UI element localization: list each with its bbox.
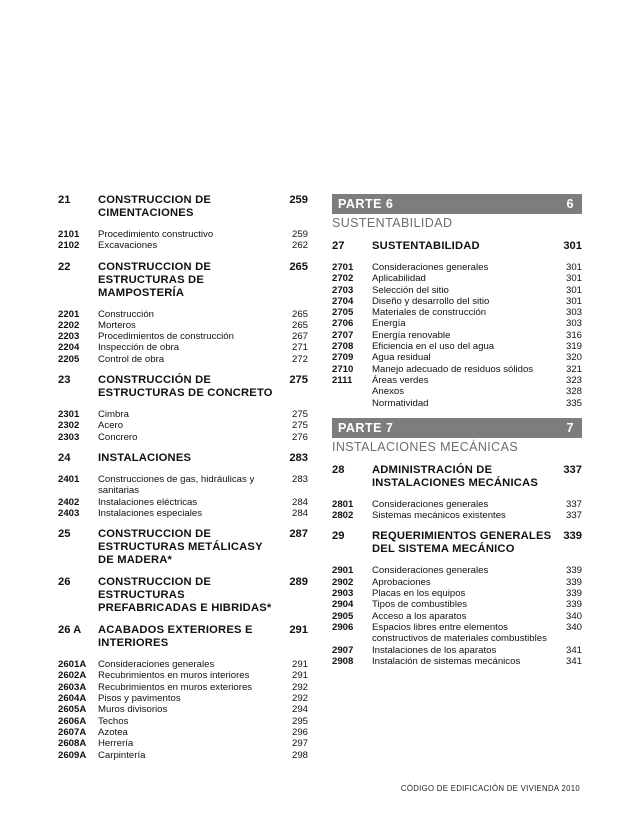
entry-number: 2204 bbox=[58, 342, 80, 354]
entry-number: 2609A bbox=[58, 749, 87, 761]
entry-number: 2604A bbox=[58, 693, 87, 705]
entry-number: 2704 bbox=[332, 295, 354, 307]
entry-number: 2710 bbox=[332, 363, 354, 375]
section-items bbox=[58, 309, 308, 365]
section-title: INSTALACIONES bbox=[98, 451, 192, 464]
entry-label: Azotea bbox=[98, 726, 128, 738]
section-heading bbox=[58, 374, 308, 400]
entry-label: Carpintería bbox=[98, 749, 146, 761]
entry-page: 294 bbox=[291, 704, 308, 716]
entry-label: Techos bbox=[98, 715, 129, 727]
entry-label: Agua residual bbox=[372, 352, 431, 364]
entry-label: Espacios libres entre elementos constructivos de materiales combustibles bbox=[372, 621, 547, 645]
part-6-number: 6 bbox=[566, 197, 574, 211]
entry-page: 284 bbox=[291, 507, 308, 519]
toc-entry bbox=[332, 273, 582, 284]
section-title: CONSTRUCCION DE ESTRUCTURAS METÁLICASY DE MADERA* bbox=[98, 528, 263, 567]
section-number: 25 bbox=[58, 528, 71, 541]
left-column bbox=[58, 194, 308, 770]
toc-entry bbox=[332, 611, 582, 622]
toc-entry bbox=[58, 229, 308, 240]
entry-number: 2907 bbox=[332, 644, 354, 656]
toc-entry bbox=[58, 240, 308, 251]
entry-page: 319 bbox=[565, 341, 582, 353]
entry-label: Recubrimientos en muros interiores bbox=[98, 670, 250, 682]
entry-number: 2708 bbox=[332, 341, 354, 353]
entry-number: 2202 bbox=[58, 319, 80, 331]
toc-entry bbox=[58, 693, 308, 704]
entry-page: 340 bbox=[565, 610, 582, 622]
entry-label: Selección del sitio bbox=[372, 284, 449, 296]
entry-label: Energía bbox=[372, 318, 406, 330]
entry-label: Muros divisorios bbox=[98, 704, 168, 716]
section-title: CONSTRUCCIÓN DE ESTRUCTURAS DE CONCRETO bbox=[98, 374, 273, 400]
entry-page: 301 bbox=[565, 273, 582, 285]
entry-number: 2608A bbox=[58, 738, 87, 750]
entry-label: Control de obra bbox=[98, 353, 165, 365]
part-7-label: PARTE 7 bbox=[338, 420, 394, 435]
toc-entry bbox=[332, 341, 582, 352]
section-page: 339 bbox=[563, 530, 582, 543]
section-heading bbox=[58, 528, 308, 567]
entry-number: 2906 bbox=[332, 621, 354, 633]
entry-number: 2701 bbox=[332, 262, 354, 273]
entry-page: 291 bbox=[291, 659, 308, 671]
entry-page: 272 bbox=[291, 353, 308, 365]
entry-label: Energía renovable bbox=[372, 329, 451, 341]
entry-number: 2606A bbox=[58, 715, 87, 727]
section-21 bbox=[58, 194, 308, 252]
part-7-subtitle: INSTALACIONES MECÁNICAS bbox=[332, 439, 519, 454]
entry-page: 337 bbox=[565, 498, 582, 510]
entry-label: Inspección de obra bbox=[98, 342, 180, 354]
entry-page: 321 bbox=[565, 363, 582, 375]
section-number: 29 bbox=[332, 530, 345, 543]
section-items bbox=[332, 262, 582, 409]
section-heading bbox=[58, 624, 308, 650]
section-items bbox=[58, 229, 308, 252]
entry-label: Áreas verdes bbox=[372, 374, 429, 386]
section-heading bbox=[332, 530, 582, 556]
toc-entry bbox=[58, 727, 308, 738]
entry-page: 316 bbox=[565, 329, 582, 341]
entry-number bbox=[332, 398, 372, 409]
toc-entry bbox=[58, 682, 308, 693]
entry-page: 276 bbox=[291, 431, 308, 443]
entry-page: 320 bbox=[565, 352, 582, 364]
entry-label: Instalaciones especiales bbox=[98, 507, 202, 519]
section-page: 289 bbox=[289, 576, 308, 589]
entry-number: 2201 bbox=[58, 308, 80, 320]
section-number: 21 bbox=[58, 194, 71, 206]
entry-label: Tipos de combustibles bbox=[372, 599, 468, 611]
entry-label: Construcción bbox=[98, 308, 154, 320]
toc-entry bbox=[58, 331, 308, 342]
section-heading bbox=[58, 452, 308, 465]
section-items bbox=[332, 565, 582, 667]
entry-page: 339 bbox=[565, 599, 582, 611]
entry-label: Pisos y pavimentos bbox=[98, 693, 181, 705]
toc-entry bbox=[332, 588, 582, 599]
entry-label: Aprobaciones bbox=[372, 576, 431, 588]
section-title: REQUERIMIENTOS GENERALES DEL SISTEMA MECÁNICO bbox=[372, 530, 552, 556]
entry-label: Consideraciones generales bbox=[372, 565, 489, 577]
entry-page: 292 bbox=[291, 681, 308, 693]
toc-entry bbox=[332, 510, 582, 521]
entry-page: 339 bbox=[565, 588, 582, 600]
section-title: SUSTENTABILIDAD bbox=[372, 240, 480, 252]
section-number: 24 bbox=[58, 451, 71, 464]
entry-page: 295 bbox=[291, 715, 308, 727]
entry-page: 339 bbox=[565, 576, 582, 588]
toc-entry bbox=[332, 499, 582, 510]
section-page: 275 bbox=[289, 374, 308, 387]
toc-entry bbox=[58, 474, 308, 497]
entry-number: 2709 bbox=[332, 352, 354, 364]
entry-label: Procedimiento constructivo bbox=[98, 229, 214, 240]
entry-number: 2102 bbox=[58, 240, 80, 252]
toc-entry bbox=[58, 497, 308, 508]
section-page: 287 bbox=[289, 528, 308, 541]
toc-entry bbox=[332, 375, 582, 386]
section-items bbox=[58, 474, 308, 519]
entry-page: 337 bbox=[565, 510, 582, 522]
entry-page: 328 bbox=[565, 386, 582, 398]
part-7-banner bbox=[332, 418, 582, 438]
toc-entry bbox=[58, 432, 308, 443]
toc-entry bbox=[332, 285, 582, 296]
section-items bbox=[58, 659, 308, 761]
entry-number: 2402 bbox=[58, 496, 80, 508]
toc-entry bbox=[58, 738, 308, 749]
toc-entry bbox=[332, 622, 582, 645]
entry-label: Eficiencia en el uso del agua bbox=[372, 341, 495, 353]
entry-number: 2707 bbox=[332, 329, 354, 341]
section-28 bbox=[332, 464, 582, 522]
entry-label: Cimbra bbox=[98, 409, 129, 421]
entry-number: 2205 bbox=[58, 353, 80, 365]
entry-number: 2101 bbox=[58, 229, 80, 240]
section-heading bbox=[58, 261, 308, 300]
toc-entry bbox=[58, 670, 308, 681]
entry-label: Aplicabilidad bbox=[372, 273, 426, 285]
part-6-banner bbox=[332, 194, 582, 214]
section-24 bbox=[58, 452, 308, 519]
section-26 bbox=[58, 576, 308, 615]
toc-entry bbox=[58, 750, 308, 761]
section-number: 23 bbox=[58, 374, 71, 387]
toc-entry bbox=[332, 262, 582, 273]
entry-label: Instalación de sistemas mecánicos bbox=[372, 655, 521, 667]
section-29 bbox=[332, 530, 582, 667]
toc-entry bbox=[332, 645, 582, 656]
section-page: 291 bbox=[289, 624, 308, 637]
entry-number: 2601A bbox=[58, 659, 87, 671]
entry-page: 296 bbox=[291, 726, 308, 738]
section-page: 337 bbox=[563, 463, 582, 476]
toc-entry bbox=[58, 659, 308, 670]
entry-number: 2401 bbox=[58, 473, 80, 485]
section-page: 259 bbox=[289, 194, 308, 206]
entry-page: 297 bbox=[291, 738, 308, 750]
toc-entry bbox=[58, 320, 308, 331]
page-footer: CÓDIGO DE EDIFICACIÓN DE VIVIENDA 2010 bbox=[400, 784, 580, 793]
entry-label: Excavaciones bbox=[98, 240, 158, 252]
section-page: 265 bbox=[289, 260, 308, 273]
toc-entry bbox=[58, 704, 308, 715]
entry-number: 2111 bbox=[332, 374, 353, 386]
entry-label: Acero bbox=[98, 420, 124, 432]
toc-entry bbox=[58, 309, 308, 320]
entry-number: 2607A bbox=[58, 726, 87, 738]
toc-entry bbox=[58, 354, 308, 365]
entry-page: 341 bbox=[565, 644, 582, 656]
section-page: 301 bbox=[563, 240, 582, 252]
section-items bbox=[58, 409, 308, 443]
toc-entry bbox=[332, 577, 582, 588]
toc-entry bbox=[332, 307, 582, 318]
toc-entry bbox=[332, 386, 582, 397]
entry-page: 265 bbox=[291, 319, 308, 331]
entry-page: 301 bbox=[565, 262, 582, 273]
section-title: CONSTRUCCION DE ESTRUCTURAS DE MAMPOSTERÍA bbox=[98, 260, 212, 299]
entry-page: 291 bbox=[291, 670, 308, 682]
entry-label: Concrero bbox=[98, 431, 138, 443]
part-6-subtitle: SUSTENTABILIDAD bbox=[332, 216, 453, 230]
entry-label: Construcciones de gas, hidráulicas y sanitarias bbox=[98, 473, 255, 497]
section-25 bbox=[58, 528, 308, 567]
entry-number: 2905 bbox=[332, 610, 354, 622]
section-heading bbox=[332, 240, 582, 253]
entry-label: Placas en los equipos bbox=[372, 588, 466, 600]
entry-label: Manejo adecuado de residuos sólidos bbox=[372, 363, 534, 375]
entry-label: Diseño y desarrollo del sitio bbox=[372, 295, 490, 307]
entry-page: 339 bbox=[565, 565, 582, 577]
entry-page: 340 bbox=[565, 621, 582, 633]
entry-label: Anexos bbox=[372, 386, 404, 398]
entry-number: 2703 bbox=[332, 284, 354, 296]
entry-label: Procedimientos de construcción bbox=[98, 331, 234, 343]
toc-entry bbox=[332, 352, 582, 363]
section-number: 26 bbox=[58, 576, 71, 589]
toc-entry bbox=[332, 296, 582, 307]
entry-label: Instalaciones eléctricas bbox=[98, 496, 198, 508]
entry-number: 2702 bbox=[332, 273, 354, 285]
entry-page: 303 bbox=[565, 318, 582, 330]
section-23 bbox=[58, 374, 308, 443]
entry-number: 2903 bbox=[332, 588, 354, 600]
entry-label: Consideraciones generales bbox=[372, 498, 489, 510]
toc-entry bbox=[332, 599, 582, 610]
entry-page: 265 bbox=[291, 308, 308, 320]
part-7-number: 7 bbox=[566, 420, 574, 435]
entry-number: 2705 bbox=[332, 307, 354, 319]
section-title: CONSTRUCCION DE CIMENTACIONES bbox=[98, 194, 212, 219]
entry-page: 262 bbox=[291, 240, 308, 252]
part-6-label: PARTE 6 bbox=[338, 197, 394, 211]
toc-entry bbox=[332, 398, 582, 409]
section-heading bbox=[332, 464, 582, 490]
entry-page: 292 bbox=[291, 693, 308, 705]
entry-number: 2605A bbox=[58, 704, 87, 716]
entry-label: Normatividad bbox=[372, 397, 429, 409]
toc-entry bbox=[58, 342, 308, 353]
entry-page: 259 bbox=[291, 229, 308, 240]
entry-number: 2303 bbox=[58, 431, 80, 443]
entry-number: 2801 bbox=[332, 498, 354, 510]
section-26a bbox=[58, 624, 308, 761]
entry-page: 301 bbox=[565, 284, 582, 296]
toc-entry bbox=[58, 420, 308, 431]
entry-page: 303 bbox=[565, 307, 582, 319]
right-column bbox=[332, 194, 582, 676]
entry-label: Acceso a los aparatos bbox=[372, 610, 467, 622]
toc-entry bbox=[58, 508, 308, 519]
entry-number: 2403 bbox=[58, 507, 80, 519]
section-title: ACABADOS EXTERIORES E INTERIORES bbox=[98, 624, 253, 650]
section-title: ADMINISTRACIÓN DE INSTALACIONES MECÁNICAS bbox=[372, 463, 538, 489]
entry-number: 2603A bbox=[58, 681, 87, 693]
entry-page: 323 bbox=[565, 374, 582, 386]
toc-entry bbox=[58, 716, 308, 727]
toc-entry bbox=[332, 565, 582, 576]
entry-page: 275 bbox=[291, 409, 308, 421]
section-number: 28 bbox=[332, 463, 345, 476]
entry-number: 2602A bbox=[58, 670, 87, 682]
entry-page: 271 bbox=[291, 342, 308, 354]
toc-entry bbox=[332, 656, 582, 667]
entry-page: 267 bbox=[291, 331, 308, 343]
section-title: CONSTRUCCION DE ESTRUCTURAS PREFABRICADAS E HIBRIDAS* bbox=[98, 576, 272, 615]
entry-number: 2901 bbox=[332, 565, 354, 577]
entry-label: Sistemas mecánicos existentes bbox=[372, 510, 506, 522]
entry-number: 2302 bbox=[58, 420, 80, 432]
toc-entry bbox=[58, 409, 308, 420]
entry-page: 298 bbox=[291, 749, 308, 761]
section-number: 26 A bbox=[58, 624, 82, 637]
section-number: 22 bbox=[58, 260, 71, 273]
entry-number: 2802 bbox=[332, 510, 354, 522]
entry-label: Morteros bbox=[98, 319, 136, 331]
entry-label: Consideraciones generales bbox=[372, 262, 489, 273]
entry-number: 2904 bbox=[332, 599, 354, 611]
entry-page: 341 bbox=[565, 655, 582, 667]
toc-entry bbox=[332, 364, 582, 375]
entry-number: 2908 bbox=[332, 655, 354, 667]
entry-page: 301 bbox=[565, 295, 582, 307]
section-number: 27 bbox=[332, 240, 345, 252]
entry-label: Consideraciones generales bbox=[98, 659, 215, 671]
section-page: 283 bbox=[289, 451, 308, 464]
toc-entry bbox=[332, 318, 582, 329]
entry-label: Recubrimientos en muros exteriores bbox=[98, 681, 253, 693]
entry-number: 2203 bbox=[58, 331, 80, 343]
section-items bbox=[332, 499, 582, 522]
entry-page: 275 bbox=[291, 420, 308, 432]
entry-label: Instalaciones de los aparatos bbox=[372, 644, 497, 656]
entry-number: 2301 bbox=[58, 409, 80, 421]
section-27 bbox=[332, 240, 582, 409]
entry-page: 284 bbox=[291, 496, 308, 508]
section-heading bbox=[58, 194, 308, 220]
entry-label: Materiales de construcción bbox=[372, 307, 487, 319]
entry-number: 2706 bbox=[332, 318, 354, 330]
section-heading bbox=[58, 576, 308, 615]
toc-entry bbox=[332, 330, 582, 341]
entry-page: 283 bbox=[291, 473, 308, 485]
entry-number bbox=[332, 386, 372, 397]
entry-page: 335 bbox=[565, 397, 582, 409]
entry-label: Herrería bbox=[98, 738, 134, 750]
section-22 bbox=[58, 261, 308, 365]
entry-number: 2902 bbox=[332, 576, 354, 588]
